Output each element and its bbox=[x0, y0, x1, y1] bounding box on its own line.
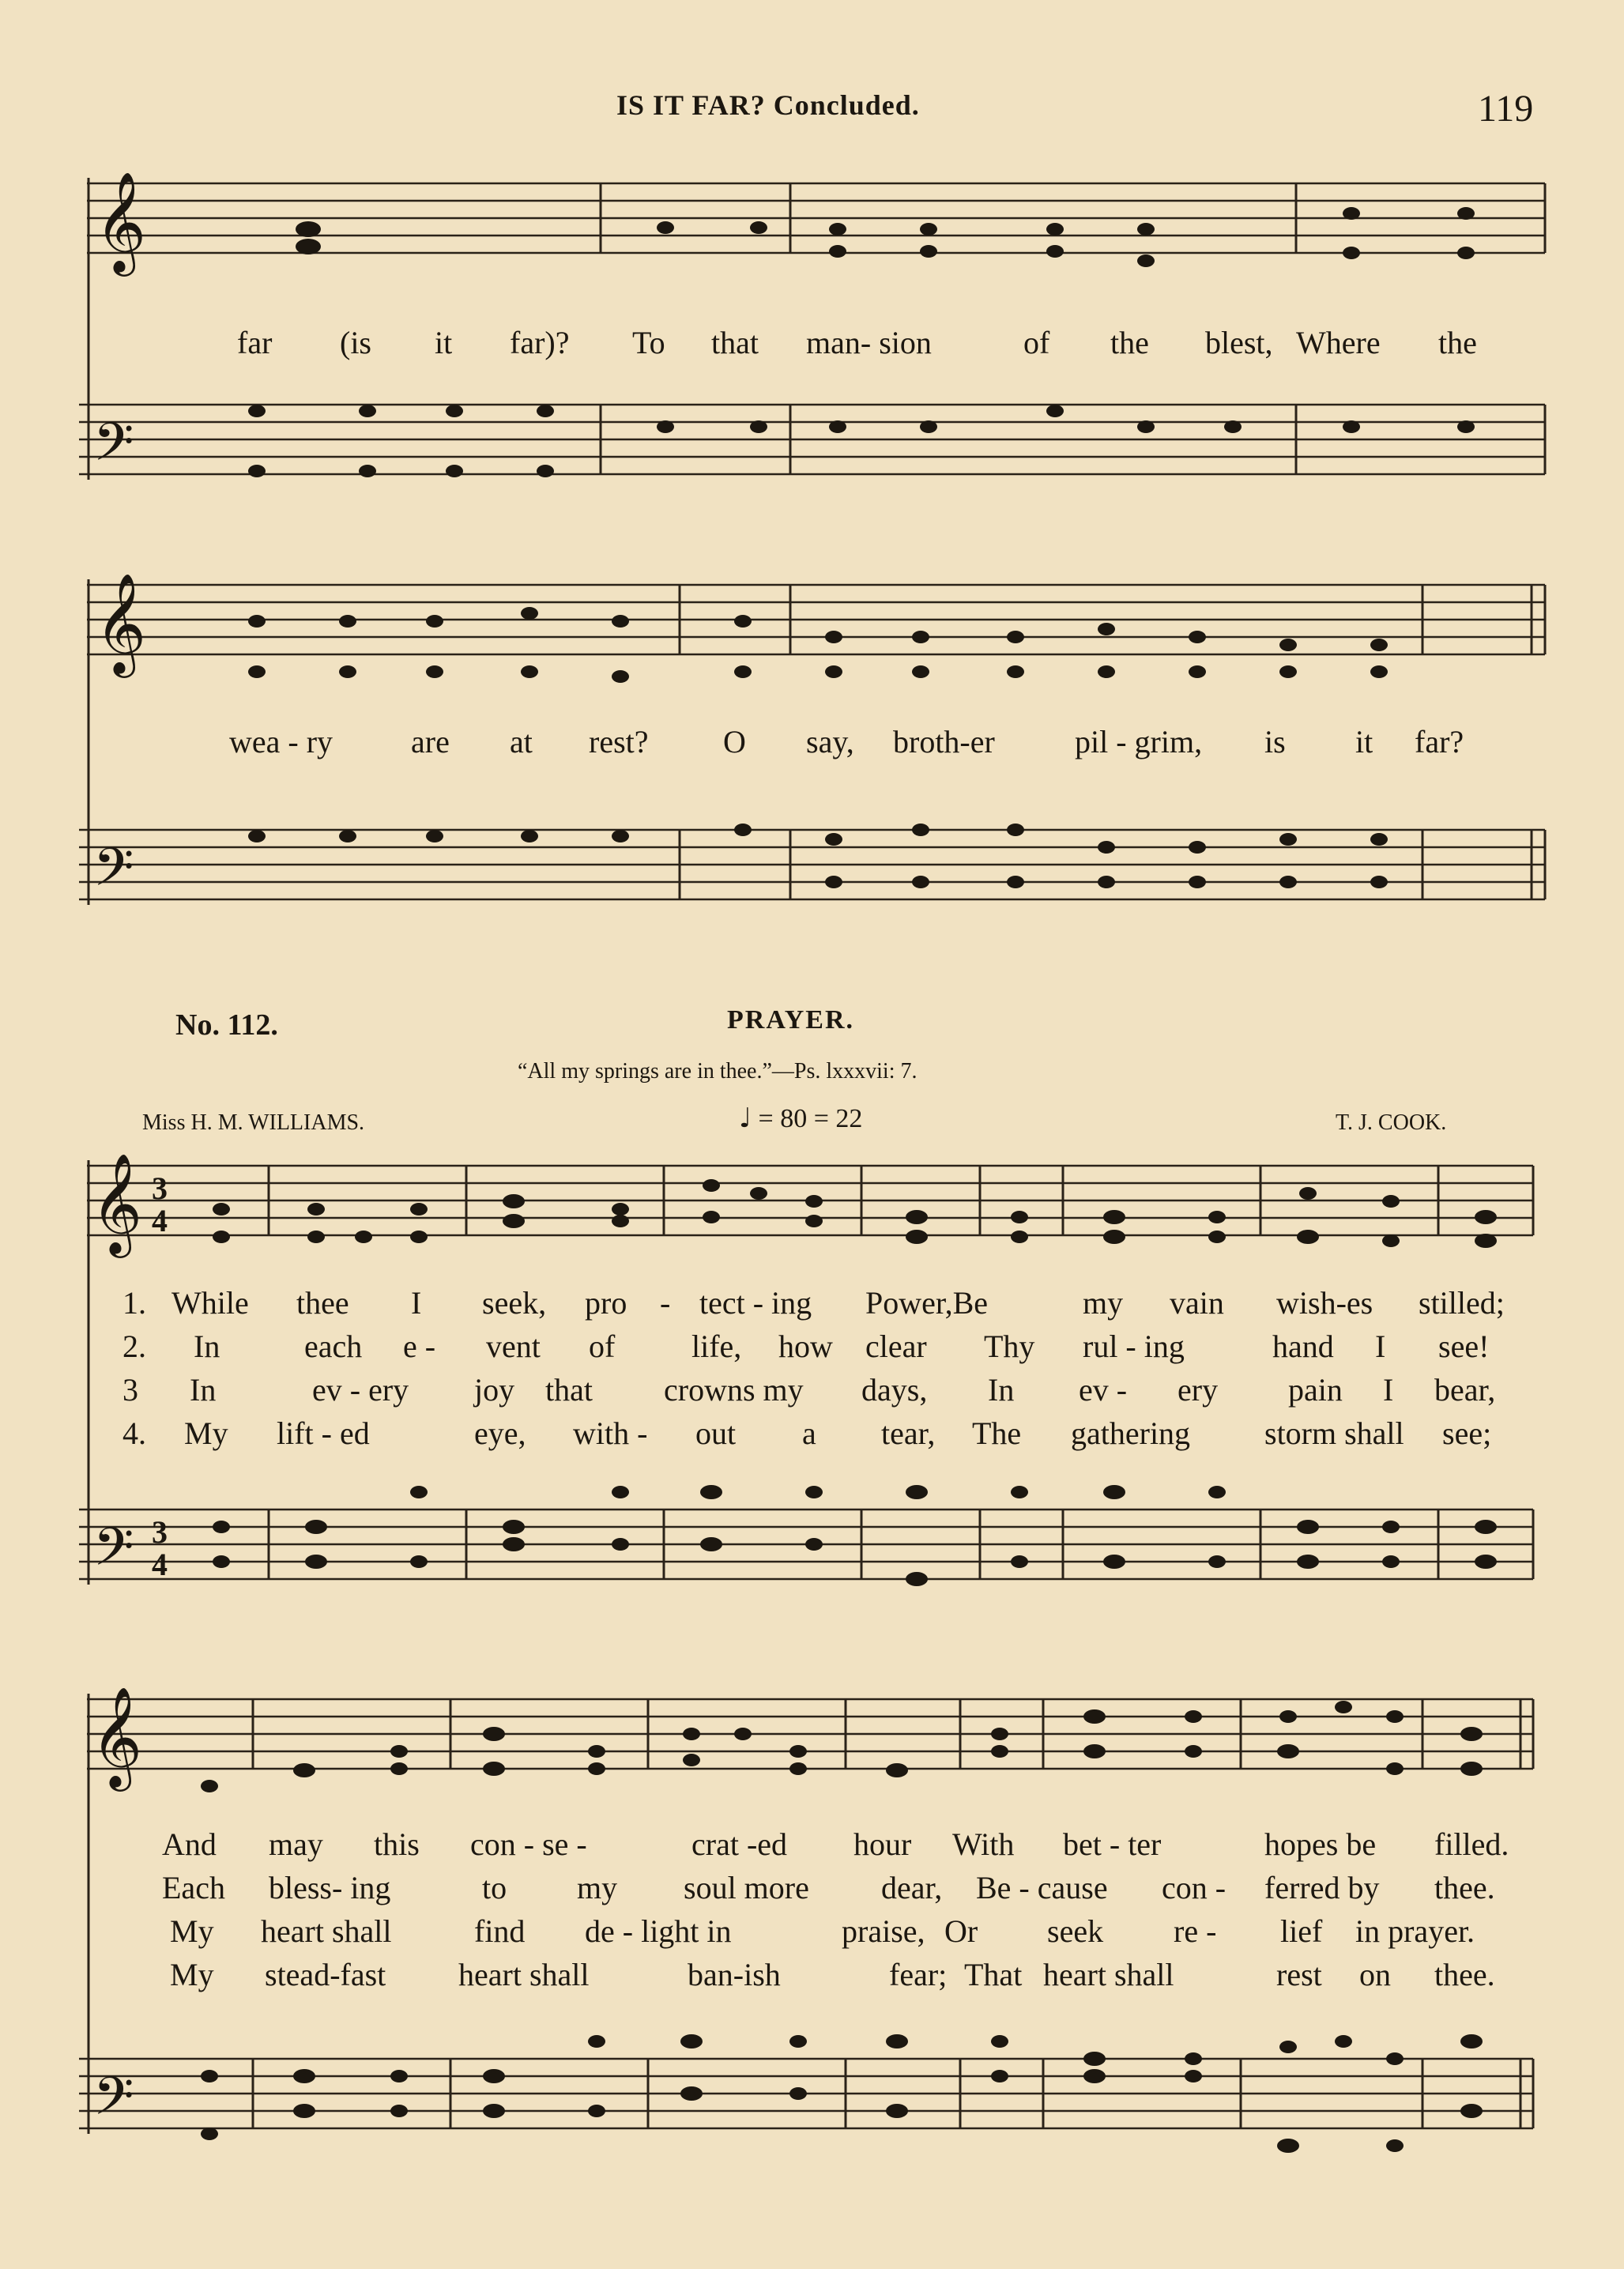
lyric-word: rul - ing bbox=[1083, 1329, 1185, 1364]
lyric-word: That bbox=[964, 1957, 1023, 1992]
lyric-word: see; bbox=[1442, 1415, 1492, 1451]
lyric-word: My bbox=[170, 1957, 214, 1992]
lyric-word: fear; bbox=[889, 1957, 948, 1992]
lyric-word: are bbox=[411, 724, 450, 759]
lyric-word: in prayer. bbox=[1355, 1913, 1475, 1949]
lyric-word: And bbox=[162, 1826, 217, 1862]
lyric-word: hopes be bbox=[1264, 1826, 1377, 1862]
lyric-word: life, bbox=[691, 1329, 742, 1364]
lyric-word: hour bbox=[853, 1826, 912, 1862]
lyric-word: out bbox=[695, 1415, 737, 1451]
lyric-word: to bbox=[482, 1870, 507, 1905]
lyric-word: broth-er bbox=[893, 724, 995, 759]
lyric-word: it bbox=[1355, 724, 1373, 759]
lyric-word: con - se - bbox=[470, 1826, 587, 1862]
lyric-word: 4. bbox=[122, 1415, 146, 1451]
lyric-word: wea - ry bbox=[229, 724, 333, 759]
lyric-word: seek, bbox=[482, 1285, 547, 1321]
lyric-word: ban-ish bbox=[688, 1957, 781, 1992]
lyric-word: rest? bbox=[589, 724, 649, 759]
bass-clef-icon: 𝄢 bbox=[93, 1517, 134, 1590]
lyric-word: ferred by bbox=[1264, 1870, 1380, 1905]
lyric-word: far)? bbox=[510, 325, 570, 360]
lyric-word: lift - ed bbox=[277, 1415, 370, 1451]
page-number: 119 bbox=[1478, 88, 1534, 130]
lyric-word: filled. bbox=[1434, 1826, 1509, 1862]
lyric-word: joy bbox=[474, 1372, 515, 1408]
lyric-word: pro bbox=[585, 1285, 627, 1321]
lyric-word: bless- ing bbox=[269, 1870, 391, 1905]
lyric-word: vent bbox=[486, 1329, 541, 1364]
lyric-word: that bbox=[711, 325, 759, 360]
lyric-word: 1. bbox=[122, 1285, 146, 1321]
lyric-word: Thy bbox=[984, 1329, 1035, 1364]
time-sig-bottom: 4 bbox=[152, 1203, 168, 1238]
lyric-word: I bbox=[1383, 1372, 1394, 1408]
lyric-word: my bbox=[1083, 1285, 1124, 1321]
lyric-word: crat -ed bbox=[691, 1826, 788, 1862]
lyric-word: heart shall bbox=[1043, 1957, 1174, 1992]
lyric-word: ery bbox=[1177, 1372, 1219, 1408]
lyric-word: soul more bbox=[684, 1870, 809, 1905]
lyric-word: rest bbox=[1276, 1957, 1322, 1992]
lyric-word: my bbox=[577, 1870, 618, 1905]
lyric-word: gathering bbox=[1071, 1415, 1191, 1451]
author: Miss H. M. WILLIAMS. bbox=[142, 1110, 365, 1135]
lyric-word: the bbox=[1438, 325, 1477, 360]
lyric-word: heart shall bbox=[458, 1957, 590, 1992]
lyric-word: In bbox=[988, 1372, 1015, 1408]
treble-clef-icon: 𝄞 bbox=[91, 1152, 143, 1253]
lyric-word: tect - ing bbox=[699, 1285, 812, 1321]
lyric-word: storm shall bbox=[1264, 1415, 1404, 1451]
lyric-word: ev - bbox=[1079, 1372, 1128, 1408]
bass-clef-icon: 𝄢 bbox=[93, 412, 134, 485]
lyric-word: praise, bbox=[842, 1913, 925, 1949]
lyric-word: seek bbox=[1047, 1913, 1104, 1949]
bass-clef-icon: 𝄢 bbox=[93, 837, 134, 910]
lyric-word: heart shall bbox=[261, 1913, 392, 1949]
lyric-word: it bbox=[435, 325, 453, 360]
lyric-word: lief bbox=[1280, 1913, 1323, 1949]
lyric-word: bear, bbox=[1434, 1372, 1496, 1408]
composer: T. J. COOK. bbox=[1336, 1110, 1447, 1135]
lyric-word: tear, bbox=[881, 1415, 936, 1451]
lyric-word: on bbox=[1359, 1957, 1391, 1992]
bass-clef-icon: 𝄢 bbox=[93, 2066, 134, 2139]
lyric-word: a bbox=[802, 1415, 816, 1451]
lyric-word: with - bbox=[573, 1415, 648, 1451]
treble-clef-icon: 𝄞 bbox=[91, 1686, 143, 1787]
lyric-word: Be - cause bbox=[976, 1870, 1108, 1905]
lyric-word: each bbox=[304, 1329, 363, 1364]
lyric-word: I bbox=[411, 1285, 422, 1321]
lyric-word: My bbox=[184, 1415, 228, 1451]
epigraph: “All my springs are in thee.”—Ps. lxxxvii: 7. bbox=[518, 1059, 918, 1084]
lyric-word: clear bbox=[865, 1329, 927, 1364]
lyric-word: de - light in bbox=[585, 1913, 732, 1949]
lyric-word: Power,Be bbox=[865, 1285, 989, 1321]
time-sig-bottom-bass: 4 bbox=[152, 1547, 168, 1582]
lyric-word: stead-fast bbox=[265, 1957, 386, 1992]
lyric-word: The bbox=[972, 1415, 1022, 1451]
lyric-word: may bbox=[269, 1826, 323, 1862]
lyric-word: man- sion bbox=[806, 325, 932, 360]
lyric-word: find bbox=[474, 1913, 526, 1949]
lyric-word: pain bbox=[1288, 1372, 1343, 1408]
lyric-word: how bbox=[778, 1329, 833, 1364]
running-title: IS IT FAR? Concluded. bbox=[616, 89, 920, 121]
lyric-word: crowns my bbox=[664, 1372, 804, 1408]
lyric-word: of bbox=[589, 1329, 616, 1364]
lyric-word: While bbox=[171, 1285, 249, 1321]
quarter-note-icon: ♩ bbox=[739, 1102, 752, 1134]
lyric-word: this bbox=[374, 1826, 420, 1862]
treble-clef-icon: 𝄞 bbox=[95, 572, 147, 673]
lyric-word: Where bbox=[1296, 325, 1381, 360]
lyric-word: at bbox=[510, 724, 533, 759]
lyric-word: that bbox=[545, 1372, 593, 1408]
lyric-word: days, bbox=[861, 1372, 928, 1408]
lyric-word: 3 bbox=[122, 1372, 138, 1408]
lyric-word: far bbox=[237, 325, 273, 360]
lyric-word: wish-es bbox=[1276, 1285, 1373, 1321]
lyric-word: With bbox=[952, 1826, 1015, 1862]
tempo-text: = 80 = 22 bbox=[758, 1104, 863, 1133]
lyric-word: Each bbox=[162, 1870, 225, 1905]
lyric-word: - bbox=[660, 1285, 671, 1321]
lyric-word: see! bbox=[1438, 1329, 1490, 1364]
lyric-word: To bbox=[632, 325, 665, 360]
lyric-word: blest, bbox=[1205, 325, 1273, 360]
lyric-word: hand bbox=[1272, 1329, 1334, 1364]
lyric-word: Or bbox=[944, 1913, 978, 1949]
lyric-word: stilled; bbox=[1419, 1285, 1505, 1321]
lyric-word: I bbox=[1375, 1329, 1386, 1364]
lyric-word: (is bbox=[340, 325, 371, 360]
lyric-word: thee. bbox=[1434, 1870, 1495, 1905]
treble-clef-icon: 𝄞 bbox=[95, 171, 147, 272]
lyric-word: O bbox=[723, 724, 746, 759]
lyric-word: ev - ery bbox=[312, 1372, 409, 1408]
hymn-number: No. 112. bbox=[175, 1008, 278, 1042]
lyric-word: of bbox=[1023, 325, 1050, 360]
lyric-word: bet - ter bbox=[1063, 1826, 1162, 1862]
lyric-word: thee. bbox=[1434, 1957, 1495, 1992]
lyric-word: con - bbox=[1162, 1870, 1226, 1905]
lyric-word: 2. bbox=[122, 1329, 146, 1364]
hymn-title: PRAYER. bbox=[727, 1005, 855, 1035]
lyric-word: eye, bbox=[474, 1415, 526, 1451]
lyric-word: My bbox=[170, 1913, 214, 1949]
lyric-word: dear, bbox=[881, 1870, 943, 1905]
lyric-word: In bbox=[190, 1372, 217, 1408]
lyric-word: pil - grim, bbox=[1075, 724, 1203, 759]
time-sig-top-bass: 3 bbox=[152, 1514, 168, 1550]
lyric-word: say, bbox=[806, 724, 854, 759]
lyric-word: the bbox=[1110, 325, 1149, 360]
lyric-word: In bbox=[194, 1329, 220, 1364]
lyric-word: e - bbox=[403, 1329, 436, 1364]
lyric-word: vain bbox=[1170, 1285, 1224, 1321]
lyric-word: far? bbox=[1415, 724, 1464, 759]
time-sig-top: 3 bbox=[152, 1170, 168, 1206]
lyric-word: re - bbox=[1174, 1913, 1217, 1949]
lyric-word: is bbox=[1264, 724, 1286, 759]
lyric-word: thee bbox=[296, 1285, 349, 1321]
